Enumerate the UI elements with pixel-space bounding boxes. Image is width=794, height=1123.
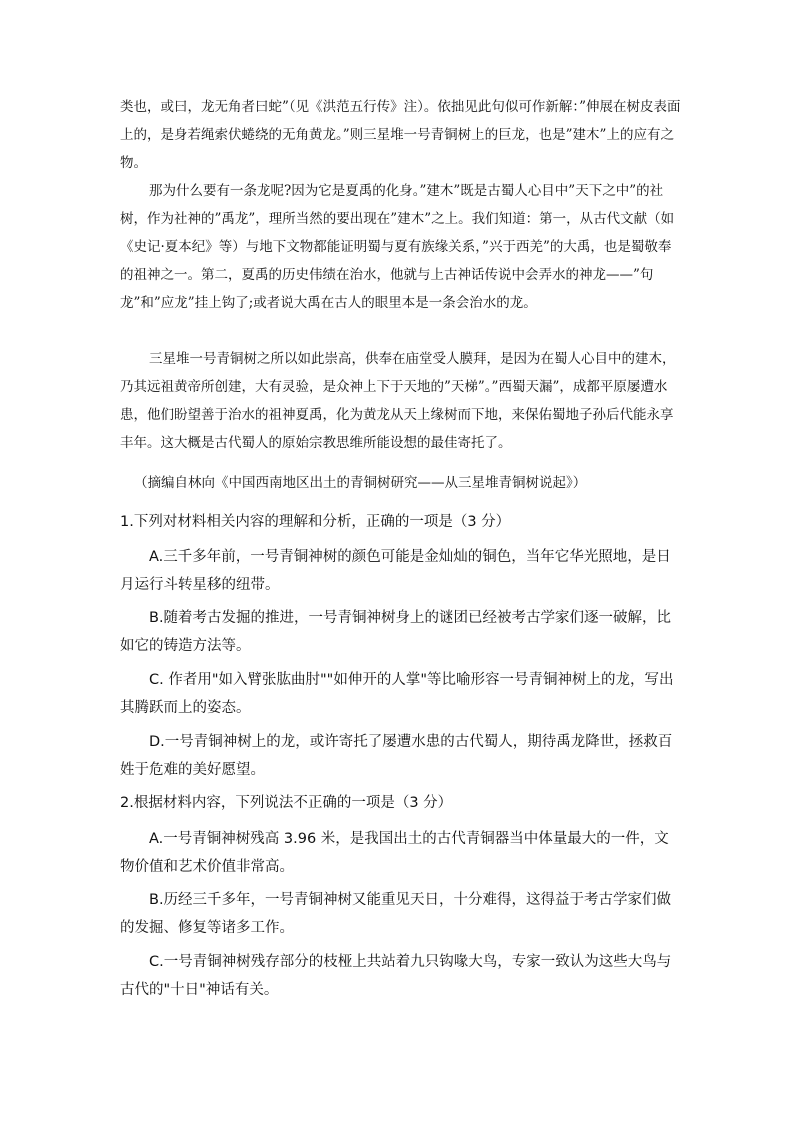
question-2-option-a: A.一号青铜神树残高 3.96 米，是我国出土的古代青铜器当中体量最大的一件，文物价值和艺术价值非常高。 [120, 831, 669, 875]
passage-paragraph-1: 类也，或曰，龙无角者曰蛇”（见《洪范五行传》注）。依拙见此句似可作新解：”伸展在树皮表面上的，是身若绳索伏蜷绕的无角黄龙。”则三星堆一号青铜树上的巨龙，也是”建木”上的应有之物。 [120, 99, 681, 171]
passage-source: （摘编自林向《中国西南地区出土的青铜树研究——从三星堆青铜树说起》） [134, 475, 587, 491]
question-1-option-d: D.一号青铜神树上的龙，或许寄托了屡遭水患的古代蜀人，期待禹龙降世，拯救百姓于危难的美好愿望。 [120, 734, 673, 778]
question-2-option-c: C.一号青铜神树残存部分的枝桠上共站着九只钩喙大鸟，专家一致认为这些大鸟与古代的"十日"神话有关。 [120, 954, 672, 998]
question-1-option-c: C. 作者用"如入臂张肱曲肘""如伸开的人掌"等比喻形容一号青铜神树上的龙，写出其腾跃而上的姿态。 [120, 672, 674, 716]
question-1-option-a: A.三千多年前，一号青铜神树的颜色可能是金灿灿的铜色，当年它华光照地，是日月运行斗转星移的纽带。 [120, 549, 671, 593]
question-1-option-b: B.随着考古发掘的推进，一号青铜神树身上的谜团已经被考古学家们逐一破解，比如它的铸造方法等。 [120, 610, 672, 654]
question-1-stem: 1.下列对材料相关内容的理解和分析，正确的一项是（3 分） [120, 514, 511, 530]
passage-paragraph-2: 那为什么要有一条龙呢?因为它是夏禹的化身。”建木”既是古蜀人心目中”天下之中”的社树，作为社神的”禹龙”，理所当然的要出现在”建木”之上。我们知道：第一，从古代文献（如《史记·夏本纪》等）与地下文物都能证明蜀与夏有族缘关系，”兴于西羌”的大禹，也是蜀敬奉的祖神之一。第二，夏禹的历史伟绩在治水，他就与上古神话传说中会弄水的神龙——”句龙”和”应龙”挂上钩了;或者说大禹在古人的眼里本是一条会治水的龙。 [120, 183, 675, 311]
question-2-stem: 2.根据材料内容，下列说法不正确的一项是（3 分） [120, 795, 453, 811]
question-2-option-b: B.历经三千多年，一号青铜神树又能重见天日，十分难得，这得益于考古学家们做的发掘、修复等诸多工作。 [120, 892, 672, 936]
passage-paragraph-3: 三星堆一号青铜树之所以如此崇高，供奉在庙堂受人膜拜，是因为在蜀人心目中的建木，乃其远祖黄帝所创建，大有灵验，是众神上下于天地的”天梯”。”西蜀天漏”，成都平原屡遭水患，他们盼望善于治水的祖神夏禹，化为黄龙从天上缘树而下地，来保佑蜀地子孙后代能永享丰年。这大概是古代蜀人的原始宗教思维所能设想的最佳寄托了。 [120, 351, 676, 451]
